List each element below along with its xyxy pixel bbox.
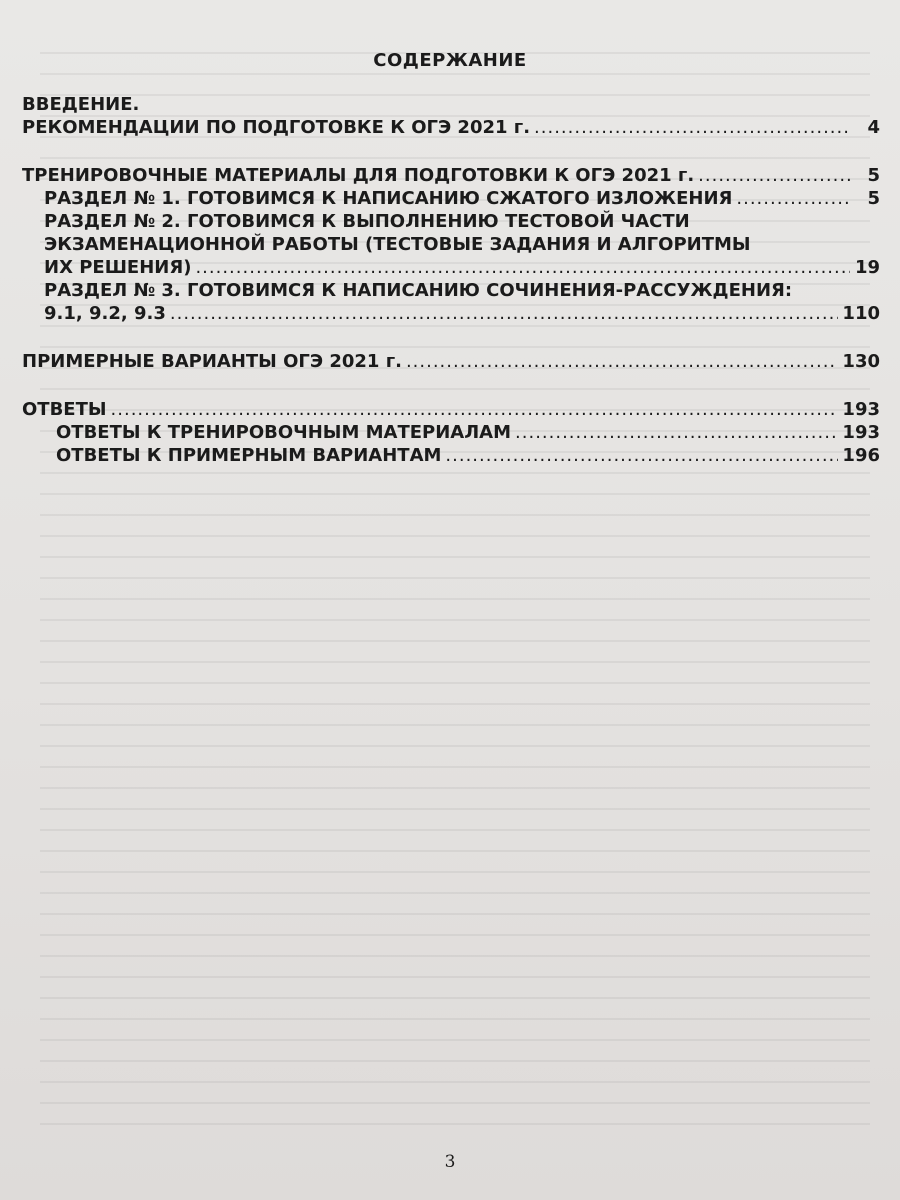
toc-entry-section-3[interactable] [22, 279, 880, 325]
toc-entry-training-materials[interactable] [22, 164, 880, 187]
toc-entry-sample-variants[interactable] [22, 350, 880, 373]
toc-entry-text: ВВЕДЕНИЕ. [22, 94, 140, 115]
toc-entry-text: 9.1, 9.2, 9.3 [44, 303, 166, 324]
page-number: 3 [444, 1152, 456, 1172]
toc-entry-text: ОТВЕТЫ [22, 399, 107, 420]
dot-leader [170, 302, 839, 325]
dot-leader [445, 444, 838, 467]
dot-leader [406, 350, 838, 373]
toc-entry-text: ОТВЕТЫ К ПРИМЕРНЫМ ВАРИАНТАМ [56, 445, 442, 466]
toc-page-number: 19 [854, 257, 880, 278]
dot-leader [736, 187, 850, 210]
toc-entry-answers-variants[interactable] [22, 444, 880, 467]
toc-entry-text: ПРИМЕРНЫЕ ВАРИАНТЫ ОГЭ 2021 г. [22, 351, 402, 372]
toc-page-number: 5 [867, 188, 880, 209]
toc-page-number: 193 [842, 422, 880, 443]
table-of-contents [22, 93, 880, 467]
toc-page-number: 4 [867, 117, 880, 138]
toc-heading: СОДЕРЖАНИЕ [373, 50, 527, 71]
toc-entry-answers[interactable] [22, 398, 880, 421]
dot-leader [698, 164, 850, 187]
dot-leader [111, 398, 839, 421]
toc-page-number: 110 [842, 303, 880, 324]
toc-page-number: 196 [842, 445, 880, 466]
toc-entry-answers-training[interactable] [22, 421, 880, 444]
dot-leader [195, 256, 850, 279]
toc-entry-text: РАЗДЕЛ № 2. ГОТОВИМСЯ К ВЫПОЛНЕНИЮ ТЕСТОВОЙ ЧАСТИ [44, 211, 690, 232]
toc-entry-text: РАЗДЕЛ № 1. ГОТОВИМСЯ К НАПИСАНИЮ СЖАТОГО ИЗЛОЖЕНИЯ [44, 188, 733, 209]
dot-leader [515, 421, 838, 444]
toc-entry-section-2[interactable] [22, 210, 880, 279]
toc-page-number: 5 [867, 165, 880, 186]
toc-entry-text: ОТВЕТЫ К ТРЕНИРОВОЧНЫМ МАТЕРИАЛАМ [56, 422, 512, 443]
toc-page-number: 193 [842, 399, 880, 420]
toc-entry-text: ИХ РЕШЕНИЯ) [44, 257, 192, 278]
dot-leader [534, 116, 850, 139]
toc-entry-introduction[interactable] [22, 93, 880, 139]
toc-entry-section-1[interactable] [22, 187, 880, 210]
toc-entry-text: РЕКОМЕНДАЦИИ ПО ПОДГОТОВКЕ К ОГЭ 2021 г. [22, 117, 531, 138]
toc-entry-text: ЭКЗАМЕНАЦИОННОЙ РАБОТЫ (ТЕСТОВЫЕ ЗАДАНИЯ И АЛГОРИТМЫ [44, 234, 751, 255]
toc-page-number: 130 [842, 351, 880, 372]
toc-entry-text: ТРЕНИРОВОЧНЫЕ МАТЕРИАЛЫ ДЛЯ ПОДГОТОВКИ К ОГЭ 2021 г. [22, 165, 695, 186]
toc-entry-text: РАЗДЕЛ № 3. ГОТОВИМСЯ К НАПИСАНИЮ СОЧИНЕНИЯ-РАССУЖДЕНИЯ: [44, 280, 793, 301]
